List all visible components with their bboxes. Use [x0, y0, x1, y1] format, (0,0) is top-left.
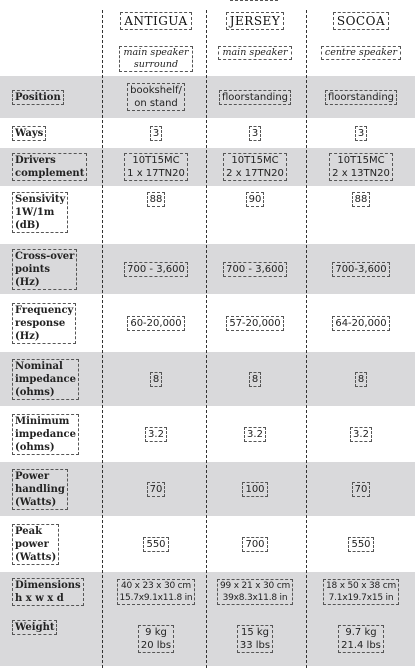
column-divider: [102, 10, 103, 668]
value-antigua: 3: [150, 126, 162, 141]
value-jersey: 3: [249, 126, 261, 141]
row-dimensions: [0, 572, 415, 612]
value-jersey: 99 x 21 x 30 cm 39x8.3x11.8 in: [217, 579, 293, 605]
column-divider: [206, 10, 207, 668]
row-drivers-complement: [0, 148, 415, 186]
value-socoa: 88: [352, 192, 371, 207]
row-position: [0, 76, 415, 118]
value-socoa: 70: [352, 482, 371, 497]
model-name: SOCOA: [333, 12, 389, 30]
row-label: Sensivity 1W/1m (dB): [12, 192, 68, 233]
row-label: Position: [12, 90, 64, 105]
value-socoa: 10T15MC 2 x 13TN20: [329, 153, 393, 181]
row-minimum-impedance: [0, 406, 415, 462]
value-jersey: 700: [242, 537, 267, 552]
column-header-antigua: [114, 12, 198, 72]
value-socoa: 9.7 kg 21.4 lbs: [338, 625, 384, 653]
value-jersey: 100: [242, 482, 267, 497]
value-antigua: 70: [147, 482, 166, 497]
row-label: Minimum impedance (ohms): [12, 414, 79, 455]
row-label: Ways: [12, 126, 46, 141]
model-role: main speaker: [218, 46, 291, 60]
value-jersey: 10T15MC 2 x 17TN20: [223, 153, 287, 181]
value-antigua: 88: [147, 192, 166, 207]
row-nominal-impedance: [0, 352, 415, 406]
row-label: Weight: [12, 620, 57, 635]
value-antigua: 550: [143, 537, 168, 552]
value-socoa: 3.2: [350, 427, 372, 442]
row-frequency-response: [0, 294, 415, 352]
value-antigua: 3.2: [145, 427, 167, 442]
value-socoa: 8: [355, 372, 367, 387]
value-socoa: 64-20,000: [332, 316, 389, 331]
top-border-fragment: [230, 0, 278, 1]
model-name: ANTIGUA: [120, 12, 191, 30]
column-header-jersey: [212, 12, 298, 60]
row-ways: [0, 118, 415, 148]
column-header-socoa: [314, 12, 408, 60]
value-antigua: 700 - 3,600: [124, 262, 188, 277]
row-label: Frequency response (Hz): [12, 303, 76, 344]
model-role: centre speaker: [321, 46, 401, 60]
row-label: Peak power (Watts): [12, 524, 59, 565]
value-jersey: 15 kg 33 lbs: [237, 625, 273, 653]
value-socoa: 700-3,600: [332, 262, 389, 277]
value-antigua: 10T15MC 1 x 17TN20: [124, 153, 188, 181]
row-cross-over-points: [0, 244, 415, 294]
row-label: Drivers complement: [12, 153, 87, 181]
row-label: Dimensions h x w x d: [12, 578, 84, 606]
value-jersey: 57-20,000: [226, 316, 283, 331]
row-sensitivity: [0, 186, 415, 244]
value-antigua: 9 kg 20 lbs: [138, 625, 174, 653]
value-jersey: 3.2: [244, 427, 266, 442]
value-socoa: 3: [355, 126, 367, 141]
row-power-handling: [0, 462, 415, 516]
value-antigua: bookshelf/ on stand: [127, 83, 185, 111]
value-antigua: 40 x 23 x 30 cm 15.7x9.1x11.8 in: [117, 579, 196, 605]
model-name: JERSEY: [226, 12, 285, 30]
value-socoa: floorstanding: [325, 90, 397, 105]
value-socoa: 18 x 50 x 38 cm 7.1x19.7x15 in: [323, 579, 399, 605]
row-weight: [0, 612, 415, 666]
value-socoa: 550: [348, 537, 373, 552]
model-role: main speaker surround: [119, 46, 192, 72]
row-label: Cross-over points (Hz): [12, 249, 77, 290]
value-jersey: 90: [246, 192, 265, 207]
value-jersey: floorstanding: [219, 90, 291, 105]
row-label: Power handling (Watts): [12, 469, 68, 510]
value-antigua: 60-20,000: [127, 316, 184, 331]
row-label: Nominal impedance (ohms): [12, 359, 79, 400]
value-jersey: 8: [249, 372, 261, 387]
row-peak-power: [0, 516, 415, 572]
value-jersey: 700 - 3,600: [223, 262, 287, 277]
value-antigua: 8: [150, 372, 162, 387]
column-divider: [306, 10, 307, 668]
